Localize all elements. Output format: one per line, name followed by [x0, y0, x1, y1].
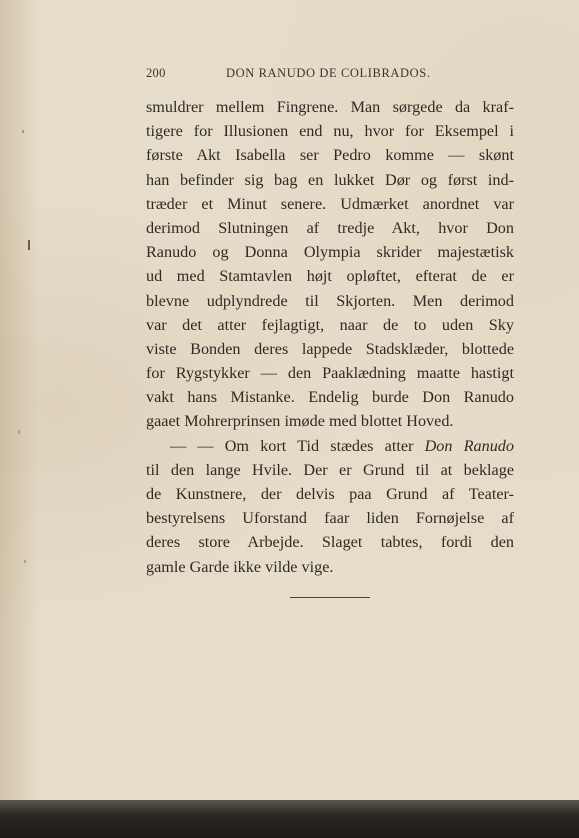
text-line: vakt hans Mistanke. Endelig burde Don Ranudo	[146, 388, 514, 407]
text-line: gamle Garde ikke vilde vige.	[146, 557, 334, 576]
text-line: ud med Stamtavlen højt opløftet, efterat de er	[146, 267, 514, 286]
speckle	[28, 240, 30, 250]
italic-title: Don Ranudo	[424, 436, 514, 455]
text-line: Ranudo og Donna Olympia skrider majestætisk	[146, 243, 514, 262]
text-line: første Akt Isabella ser Pedro komme — skønt	[146, 146, 514, 165]
margin-speckles	[0, 0, 30, 810]
text-line: for Rygstykker — den Paaklædning maatte hastigt	[146, 364, 514, 383]
scan-background	[0, 800, 579, 838]
text-line: var det atter fejlagtigt, naar de to uden Sky	[146, 315, 514, 334]
text-line: gaaet Mohrerprinsen imøde med blottet Hoved.	[146, 412, 454, 431]
text-line: derimod Slutningen af tredje Akt, hvor Don	[146, 218, 514, 237]
paragraph-start-line	[146, 434, 514, 458]
paragraph-start-text: — — Om kort Tid stædes atter	[170, 436, 425, 455]
text-line: blevne udplyndrede til Skjorten. Men derimod	[146, 291, 514, 310]
text-line: viste Bonden deres lappede Stadsklæder, blottede	[146, 339, 514, 358]
text-line: de Kunstnere, der delvis paa Grund af Teater-	[146, 485, 514, 503]
speckle	[22, 130, 24, 133]
body-text	[146, 95, 514, 579]
speckle	[18, 430, 20, 434]
text-line: deres store Arbejde. Slaget tabtes, fordi den	[146, 533, 514, 552]
page-number: 200	[146, 66, 166, 80]
text-line: træder et Minut senere. Udmærket anordnet var	[146, 194, 514, 213]
text-line: tigere for Illusionen end nu, hvor for Eksempel i	[146, 122, 514, 141]
running-title: DON RANUDO DE COLIBRADOS.	[226, 66, 431, 80]
text-line: til den lange Hvile. Der er Grund til at beklage	[146, 460, 514, 479]
text-line: smuldrer mellem Fingrene. Man sørgede da kraf-	[146, 98, 514, 116]
speckle	[24, 560, 26, 563]
section-divider	[290, 597, 370, 598]
page-header	[146, 66, 438, 84]
text-line: bestyrelsens Uforstand faar liden Fornøjelse af	[146, 509, 514, 528]
text-line: han befinder sig bag en lukket Dør og først ind-	[146, 170, 514, 189]
